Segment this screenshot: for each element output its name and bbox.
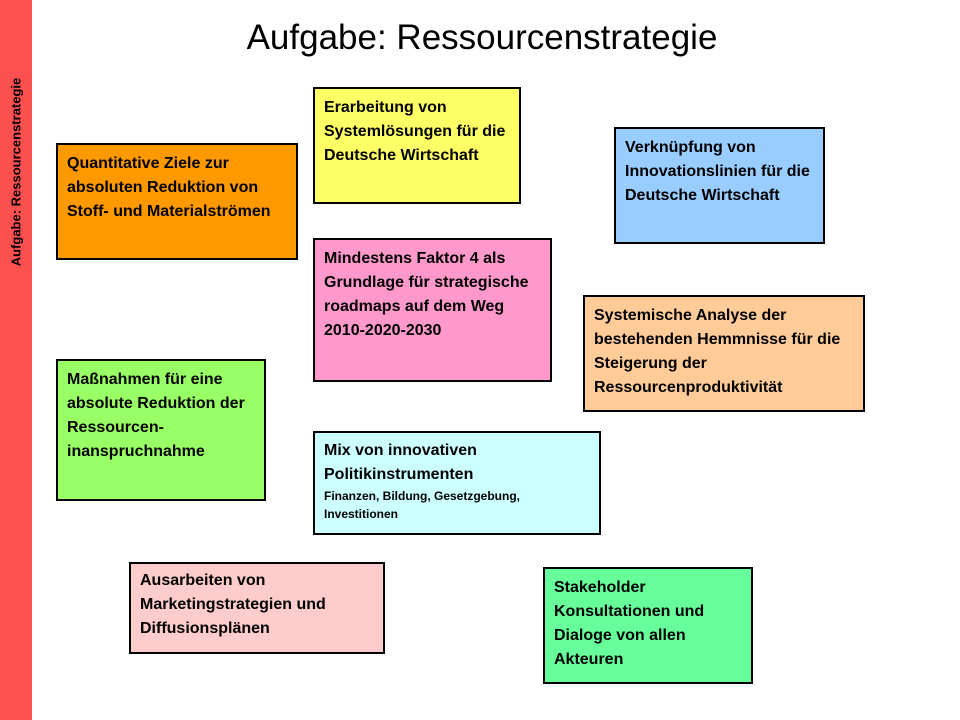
- box-massnahmen-text: Maßnahmen für eine absolute Reduktion der Ressourcen-inanspruchnahme: [67, 371, 245, 460]
- box-innovationslinien: [614, 127, 825, 244]
- box-systemische-analyse-text: Systemische Analyse der bestehenden Hemmnisse für die Steigerung der Ressourcenproduktivität: [594, 307, 841, 396]
- page-title: Aufgabe: Ressourcenstrategie: [246, 18, 718, 57]
- box-innovationslinien-text: Verknüpfung von Innovationslinien für die Deutsche Wirtschaft: [625, 139, 810, 204]
- box-stakeholder: [543, 567, 753, 684]
- box-faktor-4: [313, 238, 552, 382]
- side-label: Aufgabe: Ressourcenstrategie: [8, 77, 24, 267]
- box-politikinstrumente-subtext: Finanzen, Bildung, Gesetzgebung, Investitionen: [324, 489, 521, 521]
- box-systemische-analyse: [583, 295, 865, 412]
- box-quantitative-ziele-text: Quantitative Ziele zur absoluten Reduktion von Stoff- und Materialströmen: [67, 155, 271, 220]
- box-quantitative-ziele: [56, 143, 298, 260]
- box-systemloesungen: [313, 87, 521, 204]
- box-stakeholder-text: Stakeholder Konsultationen und Dialoge von allen Akteuren: [554, 579, 705, 668]
- box-systemloesungen-text: Erarbeitung von Systemlösungen für die Deutsche Wirtschaft: [324, 99, 506, 164]
- box-faktor-4-text: Mindestens Faktor 4 als Grundlage für strategische roadmaps auf dem Weg 2010-2020-2030: [324, 250, 529, 339]
- box-marketingstrategien: [129, 562, 385, 654]
- box-politikinstrumente: [313, 431, 601, 535]
- box-politikinstrumente-text: Mix von innovativen Politikinstrumenten: [324, 442, 477, 483]
- box-massnahmen: [56, 359, 266, 501]
- box-marketingstrategien-text: Ausarbeiten von Marketingstrategien und Diffusionsplänen: [140, 572, 326, 637]
